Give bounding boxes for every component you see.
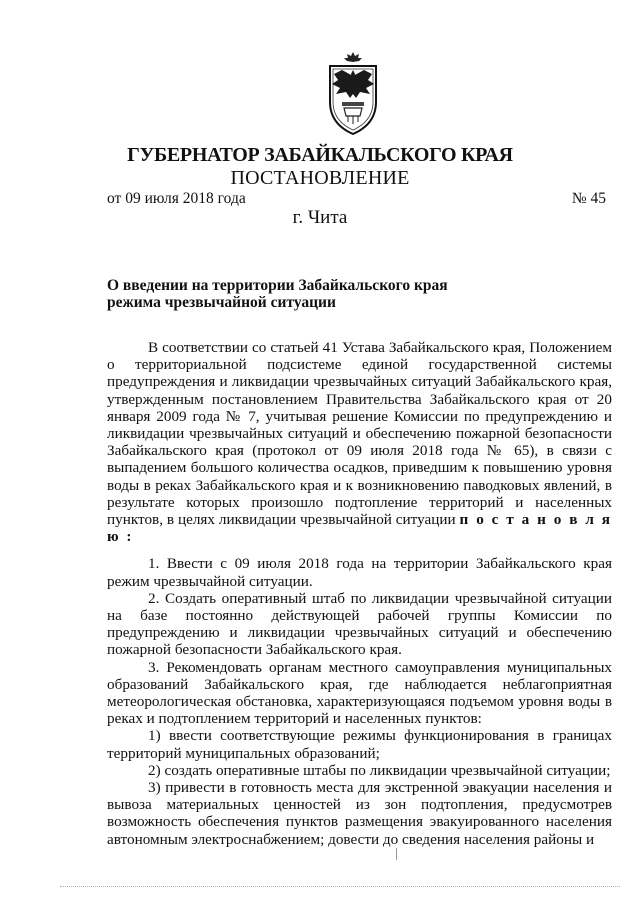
decree-word: п о с т а н о в л я ю : bbox=[107, 511, 613, 546]
item-paragraph: 2. Создать оперативный штаб по ликвидации чрезвычайной ситуации на базе постоянно действующей рабочей группы Комиссии по предупреждению и ликвидации чрезвычайных ситуаций и обеспечению пожарной безопасности Забайкальского края. bbox=[107, 589, 612, 659]
organization-title: ГУБЕРНАТОР ЗАБАЙКАЛЬСКОГО КРАЯ bbox=[127, 144, 513, 166]
document-city: г. Чита bbox=[292, 207, 348, 228]
item-paragraph: 1. Ввести с 09 июля 2018 года на территории Забайкальского края режим чрезвычайной ситуации. bbox=[107, 555, 612, 590]
item-paragraph: 3. Рекомендовать органам местного самоуправления муниципальных образований Забайкальского края, где наблюдается неблагоприятная метеорологическая обстановка, характеризующаяся подъемом уровня воды в реках и подтоплением территорий и населенных пунктов: bbox=[107, 658, 612, 728]
item-paragraph: 2) создать оперативные штабы по ликвидации чрезвычайной ситуации; bbox=[148, 761, 611, 779]
item-paragraph: 3) привести в готовность места для экстренной эвакуации населения и вывоза материальных ценностей из зон подтопления, предусмотрев возможность обеспечения пунктов размещения эвакуированного населения автономным электроснабжением; довести до сведения населения районы и bbox=[107, 779, 612, 848]
subject-line-1: О введении на территории Забайкальского края bbox=[107, 277, 448, 294]
document-subject bbox=[107, 277, 527, 311]
document-body bbox=[107, 339, 612, 848]
document-type: ПОСТАНОВЛЕНИЕ bbox=[230, 167, 410, 189]
coat-of-arms-icon bbox=[324, 50, 382, 136]
scan-artifact bbox=[396, 848, 397, 860]
item-paragraph: 1) ввести соответствующие режимы функционирования в границах территорий муниципальных образований; bbox=[107, 727, 612, 762]
document-number: № 45 bbox=[571, 190, 606, 207]
subject-line-2: режима чрезвычайной ситуации bbox=[107, 294, 336, 311]
preamble-paragraph bbox=[107, 339, 612, 545]
scan-artifact bbox=[60, 886, 620, 891]
preamble-text: В соответствии со статьей 41 Устава Забайкальского края, Положением о территориальной подсистеме единой государственной системы предупреждения и ликвидации чрезвычайных ситуаций Забайкальского края, утвержденным постановлением Правительства Забайкальского края от 20 января 2009 года № 7, учитывая решение Комиссии по предупреждению и ликвидации чрезвычайных ситуаций и обеспечению пожарной безопасности Забайкальского края (протокол от 09 июля 2018 года № 65), в связи с выпадением большого количества осадков, приведшим к повышению уровня воды в реках Забайкальского края и к возникновению паводковых явлений, в результате которых произошло подтопление территорий и населенных пунктов, в целях ликвидации чрезвычайной ситуации bbox=[107, 339, 612, 529]
document-date: от 09 июля 2018 года bbox=[107, 190, 246, 207]
